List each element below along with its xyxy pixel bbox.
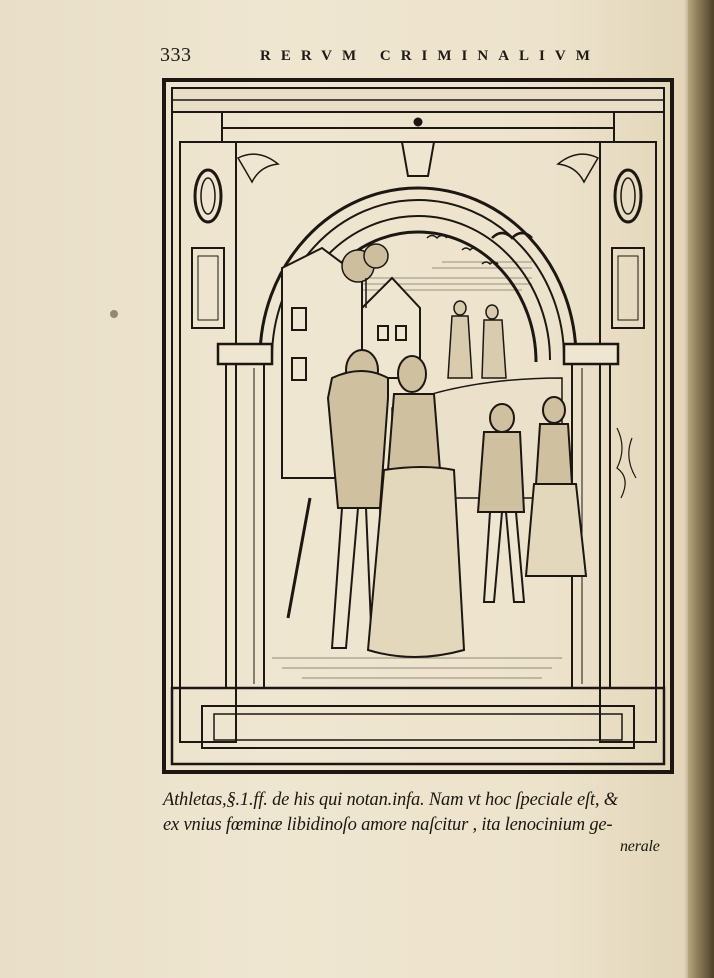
paper-stain	[110, 310, 118, 318]
running-title: RERVM CRIMINALIVM	[260, 48, 600, 64]
woodcut-svg	[162, 78, 674, 774]
page-header	[160, 44, 640, 74]
left-column	[226, 364, 264, 688]
street-scene	[272, 233, 636, 678]
book-gutter	[688, 0, 714, 978]
plinth	[172, 688, 664, 764]
catchword: nerale	[620, 838, 660, 855]
body-text-line-2: ex vnius fœminæ libidinoſo amore naſcitur , ita lenocinium ge-	[163, 815, 613, 835]
woodcut-illustration	[162, 78, 674, 774]
body-text-line-1: Athletas,§.1.ff. de his qui notan.infa. Nam vt hoc ſpeciale eſt, &	[163, 790, 618, 810]
keystone	[402, 142, 434, 176]
page-number: 333	[160, 44, 192, 66]
